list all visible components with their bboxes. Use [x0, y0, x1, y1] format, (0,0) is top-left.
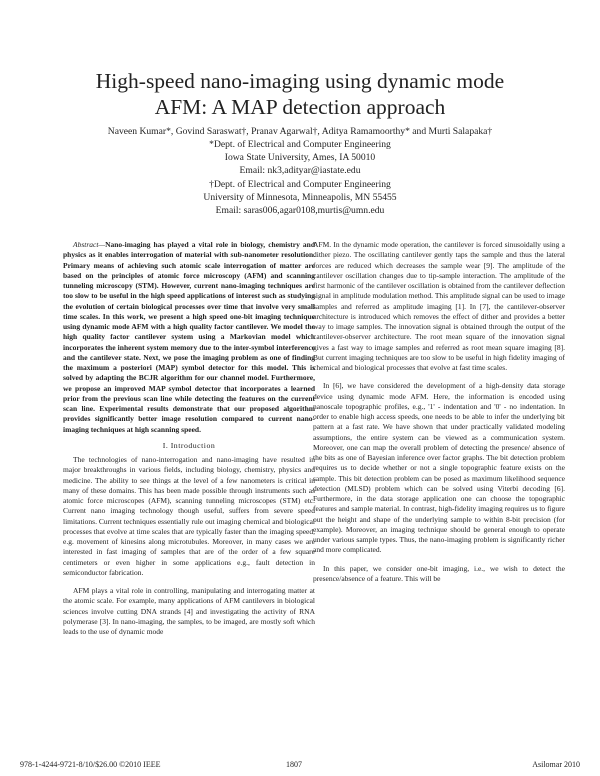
intro-paragraph-5: In this paper, we consider one-bit imaging, i.e., we wish to detect the presence/absence of a feature. This will be: [313, 563, 565, 583]
intro-paragraph-3: AFM. In the dynamic mode operation, the cantilever is forced sinusoidally using a dither piezo. The oscillating cantilever gently taps the sample and thus the lateral forces are reduced which decreases the sample wear [9]. The amplitude of the cantilever oscillation changes due to tip-sample interaction. The amplitude of the first harmonic of the cantilever oscillation is obtained from the cantilever deflection signal in amplitude modulation method. This amplitude signal can be used to image samples and referred as amplitude imaging [1]. In [7], the cantilever-observer architecture is introduced which removes the effect of dither and provides a better way to image samples. The innovation signal is obtained through the output of the cantilever-observer architecture. The root mean square of the innovation signal gives a fast way to image samples and referred as root mean square imaging [8]. But current imaging techniques are too slow to be useful in high fidelity imaging of chemical and biological processes that evolve at fast time scales.: [313, 240, 565, 372]
affiliation-1-dept: *Dept. of Electrical and Computer Engineering: [209, 139, 391, 150]
affiliation-2-email: Email: saras006,agar0108,murtis@umn.edu: [215, 205, 385, 216]
section-heading-introduction: I. Introduction: [162, 440, 216, 450]
intro-paragraph-4: In [6], we have considered the development of a high-density data storage device using dynamic mode AFM. Here, the information is encoded using nanoscale topographic profiles, e.g., '1' - indentation and '0' - no indentation. In order to enable high access speeds, one needs to be able to infer the underlying bit pattern at a fast rate. We have shown that under practically validated modeling assumptions, the entire system can be viewed as a communication system. Moreover, one can map the overall problem of detecting the presence/ absence of the bits as one of Bayesian inference over factor graphs. The bit detection problem requires us to decide whether or not a single topographic feature exists on the sample. This bit detection problem can be posed as maximum likelihood sequence detection (MLSD) problem which can be solved using Viterbi decoding [6]. Furthermore, in the data storage application one can choose the topographic features and sample material. In contrast, high-fidelity imaging requires us to figure out the height and shape of the underlying sample to within 8-bit precision (for example). Moreover, an imaging technique should be general enough to operate under various sample types. Thus, the nano-imaging problem is significantly richer and more complicated.: [313, 381, 565, 555]
affiliation-1-university: Iowa State University, Ames, IA 50010: [224, 152, 376, 163]
affiliation-2-university: University of Minnesota, Minneapolis, MN 55455: [203, 192, 397, 203]
author-names: Naveen Kumar*, Govind Saraswat†, Pranav Agarwal†, Aditya Ramamoorthy* and Murti Salapaka†: [107, 126, 493, 137]
footer-copyright: 978-1-4244-9721-8/10/$26.00 ©2010 IEEE: [20, 760, 161, 769]
abstract: [63, 240, 315, 435]
paper-title-line-1: High-speed nano-imaging using dynamic mode: [95, 69, 505, 93]
affiliation-1-email: Email: nk3,adityar@iastate.edu: [239, 165, 361, 176]
affiliation-2-dept: †Dept. of Electrical and Computer Engineering: [209, 179, 391, 190]
paper-title-line-2: AFM: A MAP detection approach: [154, 95, 446, 119]
intro-paragraph-1: The technologies of nano-interrogation and nano-imaging have resulted in major breakthroughs in various fields, including biology, chemistry, physics and medicine. The ability to see things at the level of a few nanometers is critical in many of these domains. This has been made possible through instruments such as atomic force microscopes (AFM), scanning tunneling microscopes (STM) etc. Current nano imaging technology though useful, suffers from severe speed limitations. Current techniques essentially rule out imaging chemical and biological processes that evolve at time scales that are typically faster than the imaging speed, e.g. movement of kinesins along microtubules. Moreover, in many cases we are interested in fast imaging of samples that are of the order of a few square centimeters or even higher in some applications e.g., fault detection in semiconductor fabrication.: [63, 455, 315, 577]
abstract-text: Nano-imaging has played a vital role in biology, chemistry and physics as it enables interrogation of material with sub-nanometer resolution. Primary means of achieving such atomic scale interrogation of matter are based on the principles of atomic force microscopy (AFM) and scanning tunneling microscopy (STM). However, current nano-imaging techniques are too slow to be useful in the high speed applications of interest such as studying the evolution of certain biological processes over time that involve very small time scales. In this work, we present a high speed one-bit imaging technique using dynamic mode AFM with a high quality factor cantilever. We model the high quality factor cantilever system using a Markovian model which incorporates the inherent system memory due to the inter-symbol interference and the cantilever state. Next, we pose the imaging problem as one of finding the maximum a posteriori (MAP) symbol detector for this model. This is solved by adapting the BCJR algorithm for our channel model. Furthermore, we propose an improved MAP symbol detector that incorporates a learned prior from the previous scan line while detecting the features on the current scan line. Experimental results demonstrate that our proposed algorithm provides significantly better image resolution compared to current nano-imaging techniques at high scanning speed.: [63, 240, 315, 434]
right-column: [313, 240, 565, 584]
footer-page-number: 1807: [286, 760, 302, 769]
abstract-label: Abstract—: [73, 240, 106, 249]
footer-conference: Asilomar 2010: [532, 760, 580, 769]
intro-paragraph-2: AFM plays a vital role in controlling, manipulating and interrogating matter at the atomic scale. For example, many applications of AFM cantilevers in biological sciences involve cutting DNA strands [4] and investigating the activity of RNA polymerase [3]. In nano-imaging, the samples, to be imaged, are mostly soft which leads to the use of dynamic mode: [63, 586, 315, 636]
left-column: [63, 240, 315, 637]
